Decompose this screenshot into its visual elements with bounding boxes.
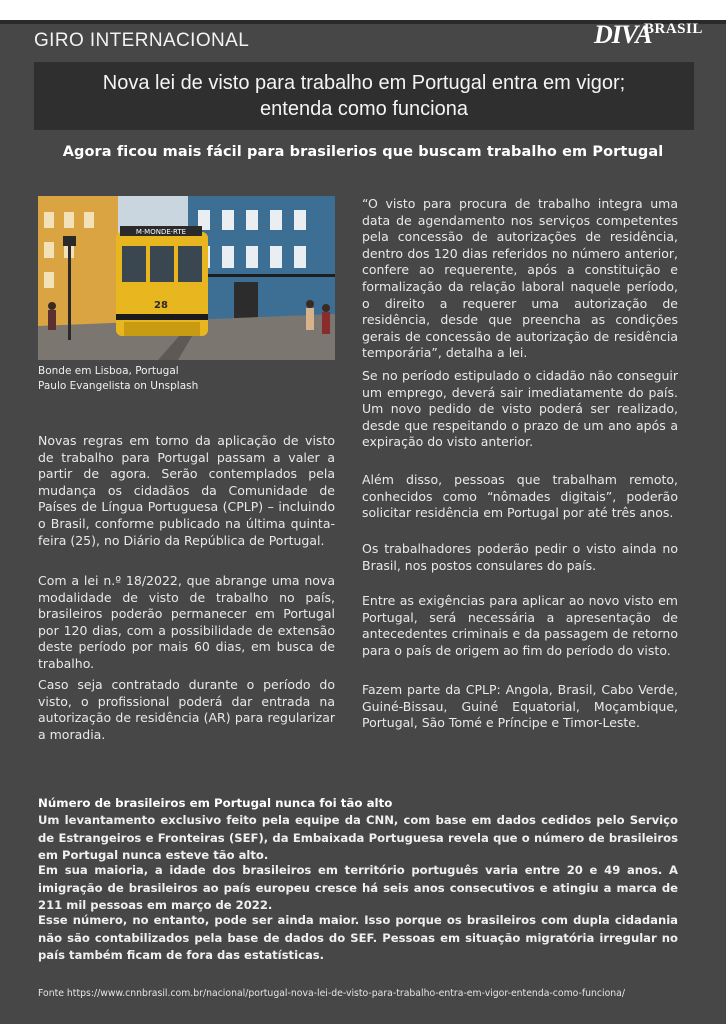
logo-brasil: BRASIL bbox=[644, 21, 703, 37]
source-link[interactable]: Fonte https://www.cnnbrasil.com.br/nacional/portugal-nova-lei-de-visto-para-trabalho-entra-em-vigor-entenda-como-funciona/ bbox=[38, 988, 626, 999]
bottom-heading: Número de brasileiros em Portugal nunca foi tão alto bbox=[38, 796, 393, 810]
tram-sign: M·MONDE·RTE bbox=[135, 228, 187, 236]
section-label: GIRO INTERNACIONAL bbox=[34, 30, 250, 51]
tram-photo-illustration bbox=[38, 196, 335, 360]
tram-photo bbox=[38, 196, 335, 360]
top-white-band bbox=[0, 0, 726, 20]
article-subtitle: Agora ficou mais fácil para brasilerios que buscam trabalho em Portugal bbox=[62, 144, 664, 160]
right-paragraph: “O visto para procura de trabalho integra uma data de agendamento nos serviços competentes pela concessão de autorizações de residência, dentro dos 120 dias referidos no número anterior, confere ao requerente, após a constituição e formalização da relação laboral naquele período, o direito a requerer uma autorização de residência, desde que preencha as condições gerais de concessão de autorização de residência temporária”, detalha a lei. bbox=[362, 196, 678, 361]
right-paragraph: Entre as exigências para aplicar ao novo visto em Portugal, será necessária a apresentação de antecedentes criminais e da passagem de retorno para o país de origem ao fim do período do visto. bbox=[362, 593, 678, 658]
right-paragraph: Se no período estipulado o cidadão não conseguir um emprego, deverá sair imediatamente do país. Um novo pedido de visto poderá ser realizado, desde que respeitando o prazo de um ano após a expiração do visto anterior. bbox=[362, 368, 678, 450]
caption-credit: Paulo Evangelista on Unsplash bbox=[38, 380, 199, 392]
right-paragraph: Os trabalhadores poderão pedir o visto ainda no Brasil, nos postos consulares do país. bbox=[362, 541, 678, 573]
left-paragraph: Com a lei n.º 18/2022, que abrange uma nova modalidade de visto de trabalho no país, brasileiros poderão permanecer em Portugal por 120 dias, com a possibilidade de extensão deste período por mais 60 dias, em busca de trabalho. bbox=[38, 573, 335, 671]
bottom-paragraph: Um levantamento exclusivo feito pela equipe da CNN, com base em dados cedidos pelo Serviço de Estrangeiros e Fronteiras (SEF), da Embaixada Portuguesa revela que o número de brasileiros em Portugal nunca esteve tão alto. bbox=[38, 813, 678, 862]
article-title: Nova lei de visto para trabalho em Portugal entra em vigor; entenda como funciona bbox=[102, 72, 626, 120]
logo-diva: DIVA bbox=[594, 20, 652, 49]
right-paragraph: Fazem parte da CPLP: Angola, Brasil, Cabo Verde, Guiné-Bissau, Guiné Equatorial, Moçambique, Portugal, São Tomé e Príncipe e Timor-Leste. bbox=[362, 682, 678, 731]
photo-caption bbox=[38, 364, 198, 394]
left-paragraph: Caso seja contratado durante o período do visto, o profissional poderá dar entrada na autorização de residência (AR) para regularizar a moradia. bbox=[38, 677, 335, 742]
tram-number: 28 bbox=[154, 300, 168, 311]
bottom-paragraph: Esse número, no entanto, pode ser ainda maior. Isso porque os brasileiros com dupla cidadania não são contabilizados pela base de dados do SEF. Pessoas em situação migratória irregular no país também ficam de fora das estatísticas. bbox=[38, 913, 678, 962]
diva-brasil-logo bbox=[594, 18, 703, 52]
bottom-paragraph: Em sua maioria, a idade dos brasileiros em território português varia entre 20 e 49 anos. A imigração de brasileiros ao país europeu cresce há seis anos consecutivos e atingiu a marca de 211 mil pessoas em março de 2022. bbox=[38, 863, 678, 912]
left-paragraph: Novas regras em torno da aplicação de visto de trabalho para Portugal passam a valer a partir de agora. Serão contemplados pela mudança os cidadãos da Comunidade de Países de Língua Portuguesa (CPLP) – incluindo o Brasil, conforme publicado na última quinta-feira (25), no Diário da República de Portugal. bbox=[38, 433, 335, 548]
title-box bbox=[34, 62, 694, 130]
right-paragraph: Além disso, pessoas que trabalham remoto, conhecidos como “nômades digitais”, poderão solicitar residência em Portugal por até três anos. bbox=[362, 472, 678, 521]
caption-location: Bonde em Lisboa, Portugal bbox=[38, 365, 179, 377]
